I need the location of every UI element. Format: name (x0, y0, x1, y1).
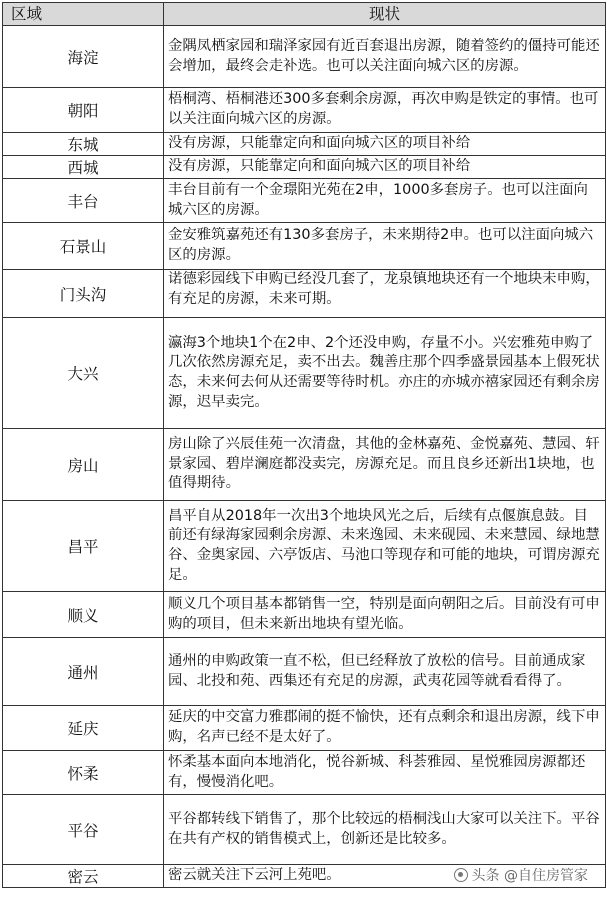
region-cell: 通州 (3, 638, 164, 706)
watermark (451, 865, 591, 885)
status-cell: 怀柔基本面向本地消化，悦谷新城、科荟雅园、星悦雅园房源都还有，慢慢消化吧。 (164, 751, 606, 795)
header-status: 现状 (164, 3, 606, 26)
status-cell: 梧桐湾、梧桐港还300多套剩余房源，再次申购是铁定的事情。也可以关注面向城六区的房源。 (164, 88, 606, 133)
region-cell: 大兴 (3, 318, 164, 429)
header-row (3, 3, 606, 26)
status-cell: 延庆的中交富力雅郡闹的挺不愉快，还有点剩余和退出房源，线下申购，名声已经不是太好了。 (164, 706, 606, 751)
region-cell: 顺义 (3, 592, 164, 638)
table-row (3, 638, 606, 706)
table-row (3, 179, 606, 223)
region-cell: 房山 (3, 429, 164, 501)
camera-logo-icon (454, 868, 468, 882)
table-row (3, 706, 606, 751)
housing-status-table (2, 2, 606, 888)
table-row (3, 270, 606, 318)
status-cell: 金隅凤栖家园和瑞泽家园有近百套退出房源，随着签约的僵持可能还会增加，最终会走补选。也可以关注面向城六区的房源。 (164, 26, 606, 88)
header-region: 区域 (3, 3, 164, 26)
region-cell: 丰台 (3, 179, 164, 223)
table-row (3, 26, 606, 88)
table-row (3, 429, 606, 501)
status-cell: 顺义几个项目基本都销售一空，特别是面向朝阳之后。目前没有可申购的项目，但未来新出地块有望光临。 (164, 592, 606, 638)
region-cell: 石景山 (3, 223, 164, 270)
region-cell: 门头沟 (3, 270, 164, 318)
status-cell: 没有房源，只能靠定向和面向城六区的项目补给 (164, 133, 606, 156)
region-cell: 海淀 (3, 26, 164, 88)
region-cell: 西城 (3, 156, 164, 179)
region-cell: 朝阳 (3, 88, 164, 133)
status-cell: 瀛海3个地块1个在2申、2个还没申购，存量不小。兴宏雅苑申购了几次依然房源充足，卖不出去。魏善庄那个四季盛景园基本上假死状态，未来何去何从还需要等待时机。亦庄的亦城亦禧家园还有剩余房源，迟早卖完。 (164, 318, 606, 429)
region-cell: 延庆 (3, 706, 164, 751)
status-cell: 金安雅筑嘉苑还有130多套房子，未来期待2申。也可以注面向城六区的房源。 (164, 223, 606, 270)
status-cell: 昌平自从2018年一次出3个地块风光之后，后续有点偃旗息鼓。目前还有绿海家园剩余房源、未来逸园、未来砚园、未来慧园、绿地慧谷、金奥家园、六亭饭店、马池口等现存和可能的地块，可谓房源充足。 (164, 501, 606, 592)
region-cell: 平谷 (3, 795, 164, 865)
table-row (3, 156, 606, 179)
table-row (3, 751, 606, 795)
table-row (3, 795, 606, 865)
table-row (3, 133, 606, 156)
status-cell: 通州的申购政策一直不松，但已经释放了放松的信号。目前通成家园、北投和苑、西集还有充足的房源，武夷花园等就看看得了。 (164, 638, 606, 706)
status-cell: 诺德彩园线下申购已经没几套了，龙泉镇地块还有一个地块未申购，有充足的房源，未来可期。 (164, 270, 606, 318)
region-cell: 密云 (3, 865, 164, 888)
table-row (3, 501, 606, 592)
watermark-text: 头条 @自住房管家 (471, 868, 588, 884)
table-row (3, 592, 606, 638)
status-cell: 丰台目前有一个金璟阳光苑在2申，1000多套房子。也可以注面向城六区的房源。 (164, 179, 606, 223)
table-row (3, 318, 606, 429)
table-row (3, 88, 606, 133)
region-cell: 怀柔 (3, 751, 164, 795)
status-cell: 房山除了兴辰佳苑一次清盘，其他的金林嘉苑、金悦嘉苑、慧园、轩景家园、碧岸澜庭都没卖完，房源充足。而且良乡还新出1块地，也值得期待。 (164, 429, 606, 501)
region-cell: 东城 (3, 133, 164, 156)
status-cell: 没有房源，只能靠定向和面向城六区的项目补给 (164, 156, 606, 179)
status-cell: 平谷都转线下销售了，那个比较远的梧桐浅山大家可以关注下。平谷在共有产权的销售模式上，创新还是比较多。 (164, 795, 606, 865)
table-row (3, 223, 606, 270)
status-cell: 密云就关注下云河上苑吧。 (164, 865, 606, 888)
region-cell: 昌平 (3, 501, 164, 592)
